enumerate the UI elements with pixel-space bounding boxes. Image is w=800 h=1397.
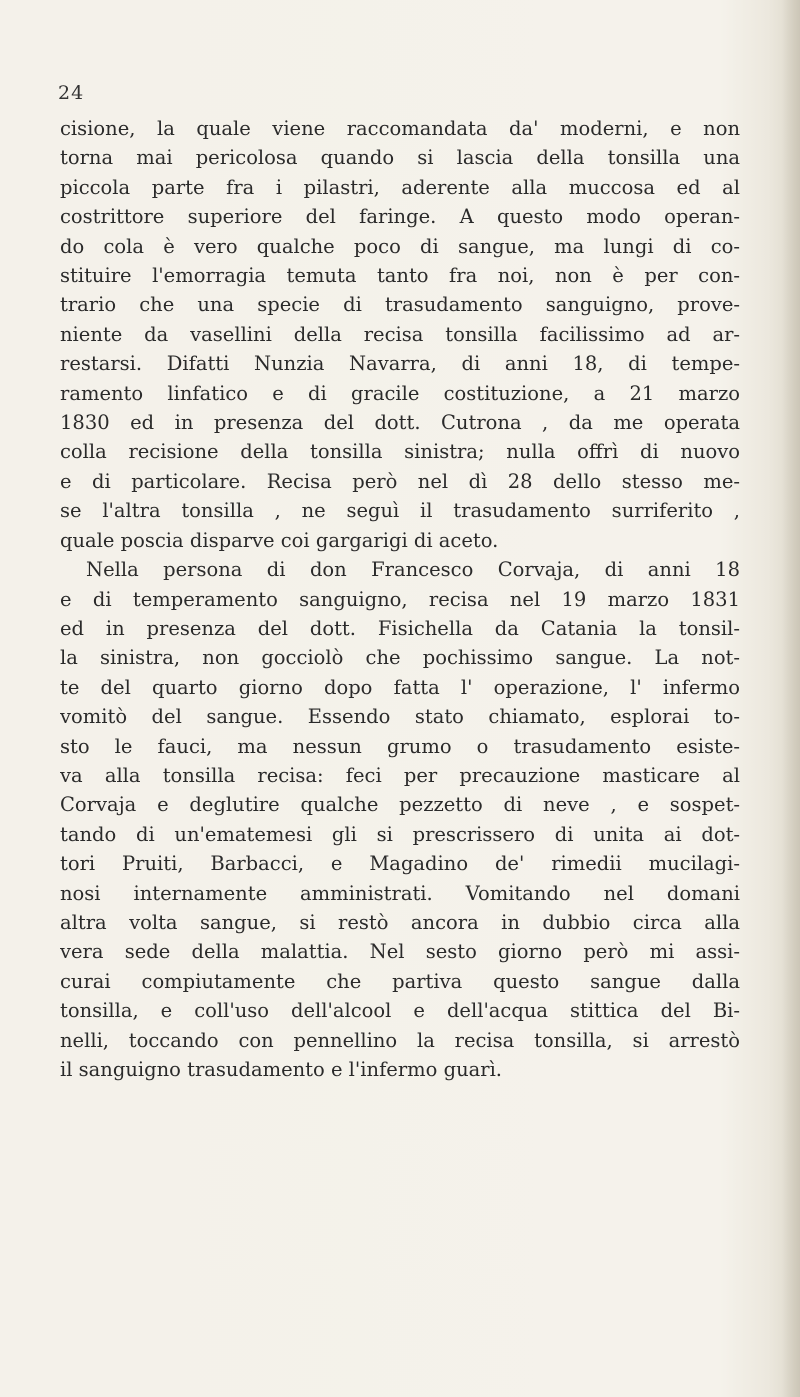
text-line: te del quarto giorno dopo fatta l' operazione, l' infermo: [60, 675, 740, 699]
text-line: il sanguigno trasudamento e l'infermo guarì.: [60, 1058, 503, 1081]
text-line: sto le fauci, ma nessun grumo o trasudamento esiste-: [60, 734, 740, 758]
text-line: se l'altra tonsilla , ne seguì il trasudamento surriferito ,: [60, 499, 740, 523]
page-edge-shadow: [782, 0, 800, 1397]
text-line: tonsilla, e coll'uso dell'alcool e dell'acqua stittica del Bi-: [60, 999, 740, 1023]
text-line: nelli, toccando con pennellino la recisa tonsilla, si arrestò: [60, 1028, 740, 1052]
text-line: quale poscia disparve coi gargarigi di aceto.: [60, 528, 499, 552]
text-line: vomitò del sangue. Essendo stato chiamato, esplorai to-: [60, 705, 740, 729]
text-line: torna mai pericolosa quando si lascia della tonsilla una: [60, 146, 740, 170]
text-line: va alla tonsilla recisa: feci per precauzione masticare al: [60, 763, 740, 787]
text-line: niente da vasellini della recisa tonsilla facilissimo ad ar-: [60, 322, 740, 346]
text-line: 1830 ed in presenza del dott. Cutrona , da me operata: [60, 411, 740, 435]
text-line: tando di un'ematemesi gli si prescrissero di unita ai dot-: [60, 822, 740, 846]
text-line: costrittore superiore del faringe. A questo modo operan-: [60, 205, 740, 229]
text-line: trario che una specie di trasudamento sanguigno, prove-: [60, 293, 740, 317]
text-line: la sinistra, non gocciolò che pochissimo sangue. La not-: [60, 646, 740, 670]
page-number: 24: [58, 82, 85, 104]
text-line: e di temperamento sanguigno, recisa nel 19 marzo 1831: [60, 587, 740, 611]
text-line: Corvaja e deglutire qualche pezzetto di neve , e sospet-: [60, 793, 740, 817]
text-line: curai compiutamente che partiva questo sangue dalla: [60, 969, 740, 993]
text-line: stituire l'emorragia temuta tanto fra noi, non è per con-: [60, 264, 740, 288]
text-line: nosi internamente amministrati. Vomitando nel domani: [60, 881, 740, 905]
paragraph-1: [60, 114, 740, 555]
text-line: do cola è vero qualche poco di sangue, ma lungi di co-: [60, 234, 740, 258]
text-line: colla recisione della tonsilla sinistra; nulla offrì di nuovo: [60, 440, 740, 464]
text-line: ramento linfatico e di gracile costituzione, a 21 marzo: [60, 381, 740, 405]
text-line: tori Pruiti, Barbacci, e Magadino de' rimedii mucilagi-: [60, 852, 740, 876]
text-line: ed in presenza del dott. Fisichella da Catania la tonsil-: [60, 616, 740, 640]
text-line: Nella persona di don Francesco Corvaja, di anni 18: [86, 558, 740, 582]
text-line: e di particolare. Recisa però nel dì 28 dello stesso me-: [60, 469, 740, 493]
body-text: [60, 114, 740, 1084]
text-line: restarsi. Difatti Nunzia Navarra, di anni 18, di tempe-: [60, 352, 740, 376]
text-line: piccola parte fra i pilastri, aderente alla muccosa ed al: [60, 175, 740, 199]
paragraph-2: [60, 555, 740, 1084]
text-line: cisione, la quale viene raccomandata da' moderni, e non: [60, 117, 740, 140]
text-line: vera sede della malattia. Nel sesto giorno però mi assi-: [60, 940, 740, 964]
text-line: altra volta sangue, si restò ancora in dubbio circa alla: [60, 910, 740, 934]
